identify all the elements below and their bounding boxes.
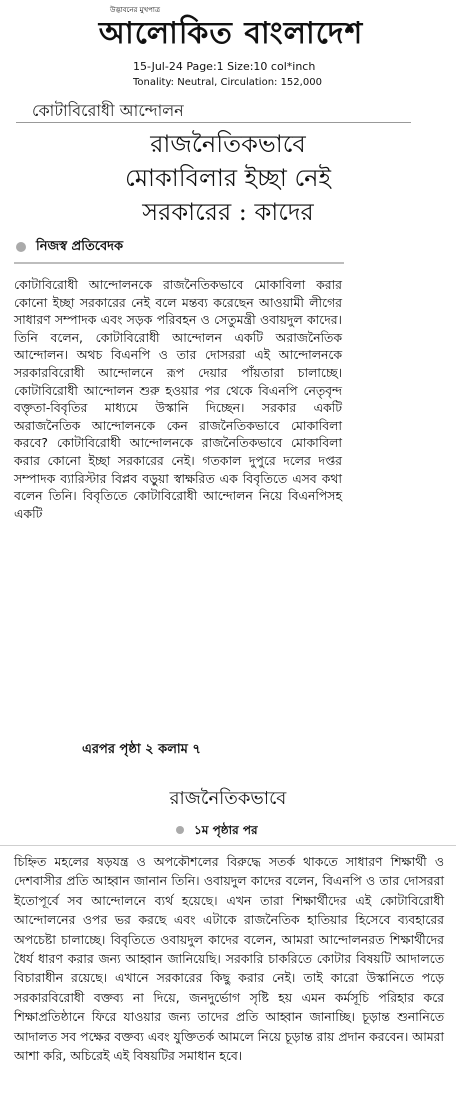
- clipping-tonality-line: Tonality: Neutral, Circulation: 152,000: [133, 77, 322, 88]
- continuation-divider: [0, 845, 456, 846]
- headline-line-1: রাজনৈতিকভাবে: [150, 130, 306, 158]
- masthead: [0, 0, 456, 56]
- continuation-title: রাজনৈতিকভাবে: [169, 788, 287, 809]
- bullet-icon: [16, 242, 26, 252]
- newspaper-logo: আলোকিত বাংলাদেশ: [98, 16, 364, 51]
- headline-line-3: সরকারের : কাদের: [142, 198, 314, 226]
- bullet-icon: [176, 826, 184, 834]
- article-body: [14, 276, 342, 522]
- jump-reference: এরপর পৃষ্ঠা ২ কলাম ৭: [82, 742, 201, 757]
- kicker-divider: [16, 122, 411, 123]
- article-kicker: কোটাবিরোধী আন্দোলন: [32, 101, 184, 120]
- continuation-body-text: চিহ্নিত মহলের ষড়যন্ত্র ও অপকৌশলের বিরুদ্ধে সতর্ক থাকতে সাধারণ শিক্ষার্থী ও দেশবাসীর প্রতি আহ্বান জানান তিনি। ওবায়দুল কাদের বলেন, বিএনপি ও তার দোসররা ইতোপূর্বে সব আন্দোলনে ব্যর্থ হয়েছে। এখন তারা শিক্ষার্থীদের এই কোটাবিরোধী আন্দোলনের ওপর ভর করছে এবং এটাকে রাজনৈতিক হাতিয়ার হিসেবে ব্যবহারের অপচেষ্টা চালাচ্ছে। বিবৃতিতে ওবায়দুল কাদের বলেন, আমরা আন্দোলনরত শিক্ষার্থীদের ধৈর্য ধারণ করার জন্য আহ্বান জানিয়েছি। সরকারি চাকরিতে কোটার বিষয়টি আদালতে বিচারাধীন রয়েছে। এখানে সরকারের কিছু করার নেই। তাই কারো উস্কানিতে পড়ে সরকারবিরোধী বক্তব্য না দিয়ে, জনদুর্ভোগ সৃষ্টি হয় এমন কর্মসূচি পরিহার করে শিক্ষাপ্রতিষ্ঠানে ফিরে যাওয়ার জন্য তাদের প্রতি আহ্বান জানাচ্ছি। চূড়ান্ত শুনানিতে আদালত সব পক্ষের বক্তব্য এবং যুক্তিতর্ক আমলে নিয়ে চূড়ান্ত রায় প্রদান করবেন। আমরা আশা করি, অচিরেই এই বিষয়টির সমাধান হবে।: [14, 854, 444, 1064]
- masthead-tagline: উদ্ভাবনের মুখপাত্র: [110, 6, 161, 14]
- article-body-text: কোটাবিরোধী আন্দোলনকে রাজনৈতিকভাবে মোকাবিলা করার কোনো ইচ্ছা সরকারের নেই বলে মন্তব্য করেছেন আওয়ামী লীগের সাধারণ সম্পাদক এবং সড়ক পরিবহন ও সেতুমন্ত্রী ওবায়দুল কাদের। তিনি বলেন, কোটাবিরোধী আন্দোলন একটি অরাজনৈতিক আন্দোলন। অথচ বিএনপি ও তার দোসররা এই আন্দোলনকে সরকারবিরোধী আন্দোলনে রূপ দেয়ার পাঁয়তারা চালাচ্ছে। কোটাবিরোধী আন্দোলন শুরু হওয়ার পর থেকে বিএনপি নেতৃবৃন্দ বক্তৃতা-বিবৃতির মাধ্যমে উস্কানি দিচ্ছেন। সরকার একটি অরাজনৈতিক আন্দোলনকে কেন রাজনৈতিকভাবে মোকাবিলা করবে? কোটাবিরোধী আন্দোলনকে রাজনৈতিকভাবে মোকাবিলা করার কোনো ইচ্ছা সরকারের নেই। গতকাল দুপুরে দলের দপ্তর সম্পাদক ব্যারিস্টার বিপ্লব বড়ুয়া স্বাক্ষরিত এক বিবৃতিতে এসব কথা বলেন তিনি। বিবৃতিতে কোটাবিরোধী আন্দোলন নিয়ে বিএনপিসহ একটি: [14, 277, 342, 521]
- byline-text: নিজস্ব প্রতিবেদক: [36, 239, 124, 254]
- headline-line-2: মোকাবিলার ইচ্ছা নেই: [124, 164, 331, 192]
- continuation-from: [168, 820, 308, 840]
- byline: [14, 236, 344, 258]
- clipping-date-line: 15-Jul-24 Page:1 Size:10 col*inch: [133, 60, 316, 73]
- byline-divider: [14, 262, 344, 264]
- continuation-body: [14, 852, 444, 1065]
- continuation-from-text: ১ম পৃষ্ঠার পর: [194, 823, 258, 837]
